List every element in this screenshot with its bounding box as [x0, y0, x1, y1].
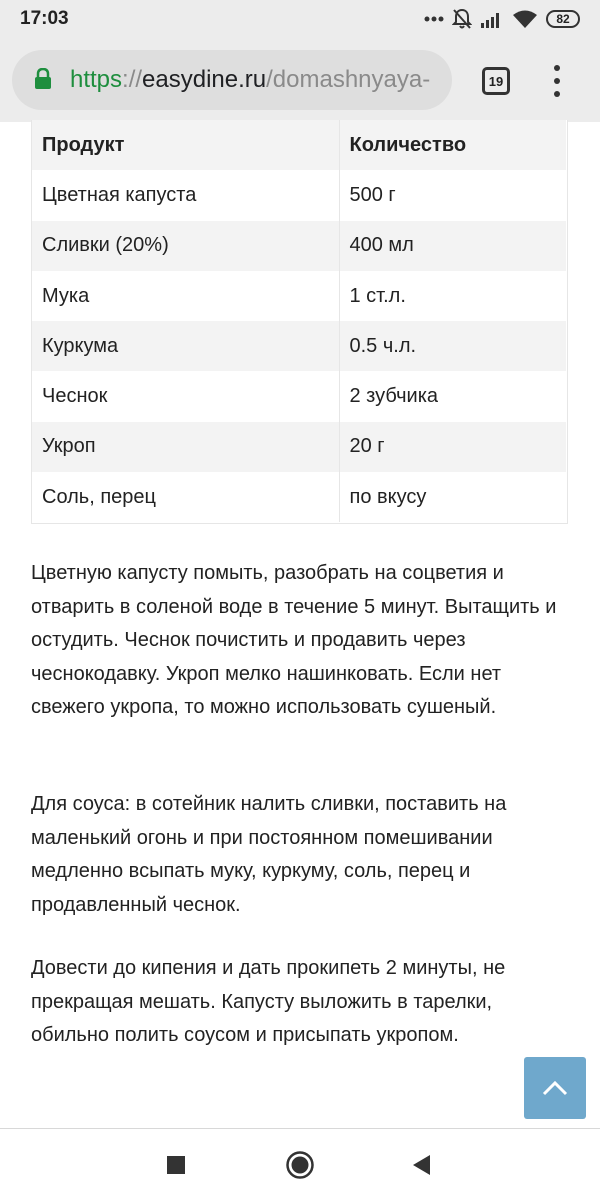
tab-switcher-button[interactable]: 19 [482, 67, 510, 95]
article-paragraph: Довести до кипения и дать прокипеть 2 минуты, не прекращая мешать. Капусту выложить в тарелки, обильно полить соусом и присыпать укропом. [31, 957, 506, 1046]
product-cell: Соль, перец [32, 472, 339, 522]
product-cell: Сливки (20%) [32, 221, 339, 271]
header-product: Продукт [32, 120, 339, 170]
scroll-to-top-button[interactable] [524, 1057, 586, 1119]
status-icons [424, 7, 580, 31]
signal-icon [480, 10, 504, 28]
bell-off-icon [452, 8, 472, 30]
recents-button[interactable] [160, 1149, 192, 1181]
quantity-cell: по вкусу [339, 472, 567, 522]
table-row [32, 371, 567, 421]
article-paragraph: Цветную капусту помыть, разобрать на соцветия и отварить в соленой воде в течение 5 минут. Вытащить и остудить. Чеснок почистить и продавить через чеснокодавку. Укроп мелко нашинковать. Если нет свежего укропа, то можно использовать сушеный. [31, 562, 557, 718]
url-text[interactable] [70, 66, 430, 94]
product-cell: Куркума [32, 321, 339, 371]
square-icon [166, 1155, 186, 1175]
home-circle-icon [285, 1150, 315, 1180]
url-path: /domashnyaya- [266, 66, 431, 93]
table-row [32, 170, 567, 220]
table-header-row [32, 120, 567, 170]
browser-toolbar [0, 40, 600, 122]
status-time: 17:03 [20, 8, 69, 29]
url-domain: easydine.ru [142, 66, 267, 93]
back-triangle-icon [412, 1154, 432, 1176]
more-dots-icon [424, 16, 444, 22]
table-row [32, 321, 567, 371]
table-row [32, 472, 567, 522]
table-row [32, 422, 567, 472]
url-separator: :// [122, 66, 143, 93]
wifi-icon [512, 9, 538, 29]
article-paragraph: Для соуса: в сотейник налить сливки, поставить на маленький огонь и при постоянном помешивании медленно всыпать муку, куркуму, соль, перец и продавленный чеснок. [31, 793, 507, 916]
battery-icon: 82 [546, 10, 580, 28]
table-row [32, 271, 567, 321]
product-cell: Чеснок [32, 371, 339, 421]
android-nav-bar [0, 1128, 600, 1199]
quantity-cell: 20 г [339, 422, 567, 472]
product-cell: Укроп [32, 422, 339, 472]
table-row [32, 221, 567, 271]
quantity-cell: 2 зубчика [339, 371, 567, 421]
product-cell: Мука [32, 271, 339, 321]
quantity-cell: 1 ст.л. [339, 271, 567, 321]
quantity-cell: 400 мл [339, 221, 567, 271]
url-scheme: https [70, 66, 123, 93]
ingredients-table [32, 120, 567, 522]
menu-icon[interactable] [548, 65, 566, 97]
status-bar [0, 0, 600, 40]
quantity-cell: 0.5 ч.л. [339, 321, 567, 371]
quantity-cell: 500 г [339, 170, 567, 220]
header-quantity: Количество [339, 120, 567, 170]
lock-icon [34, 68, 52, 90]
address-bar[interactable] [12, 50, 452, 110]
chevron-up-icon [542, 1080, 568, 1096]
home-button[interactable] [284, 1149, 316, 1181]
product-cell: Цветная капуста [32, 170, 339, 220]
back-button[interactable] [406, 1149, 438, 1181]
